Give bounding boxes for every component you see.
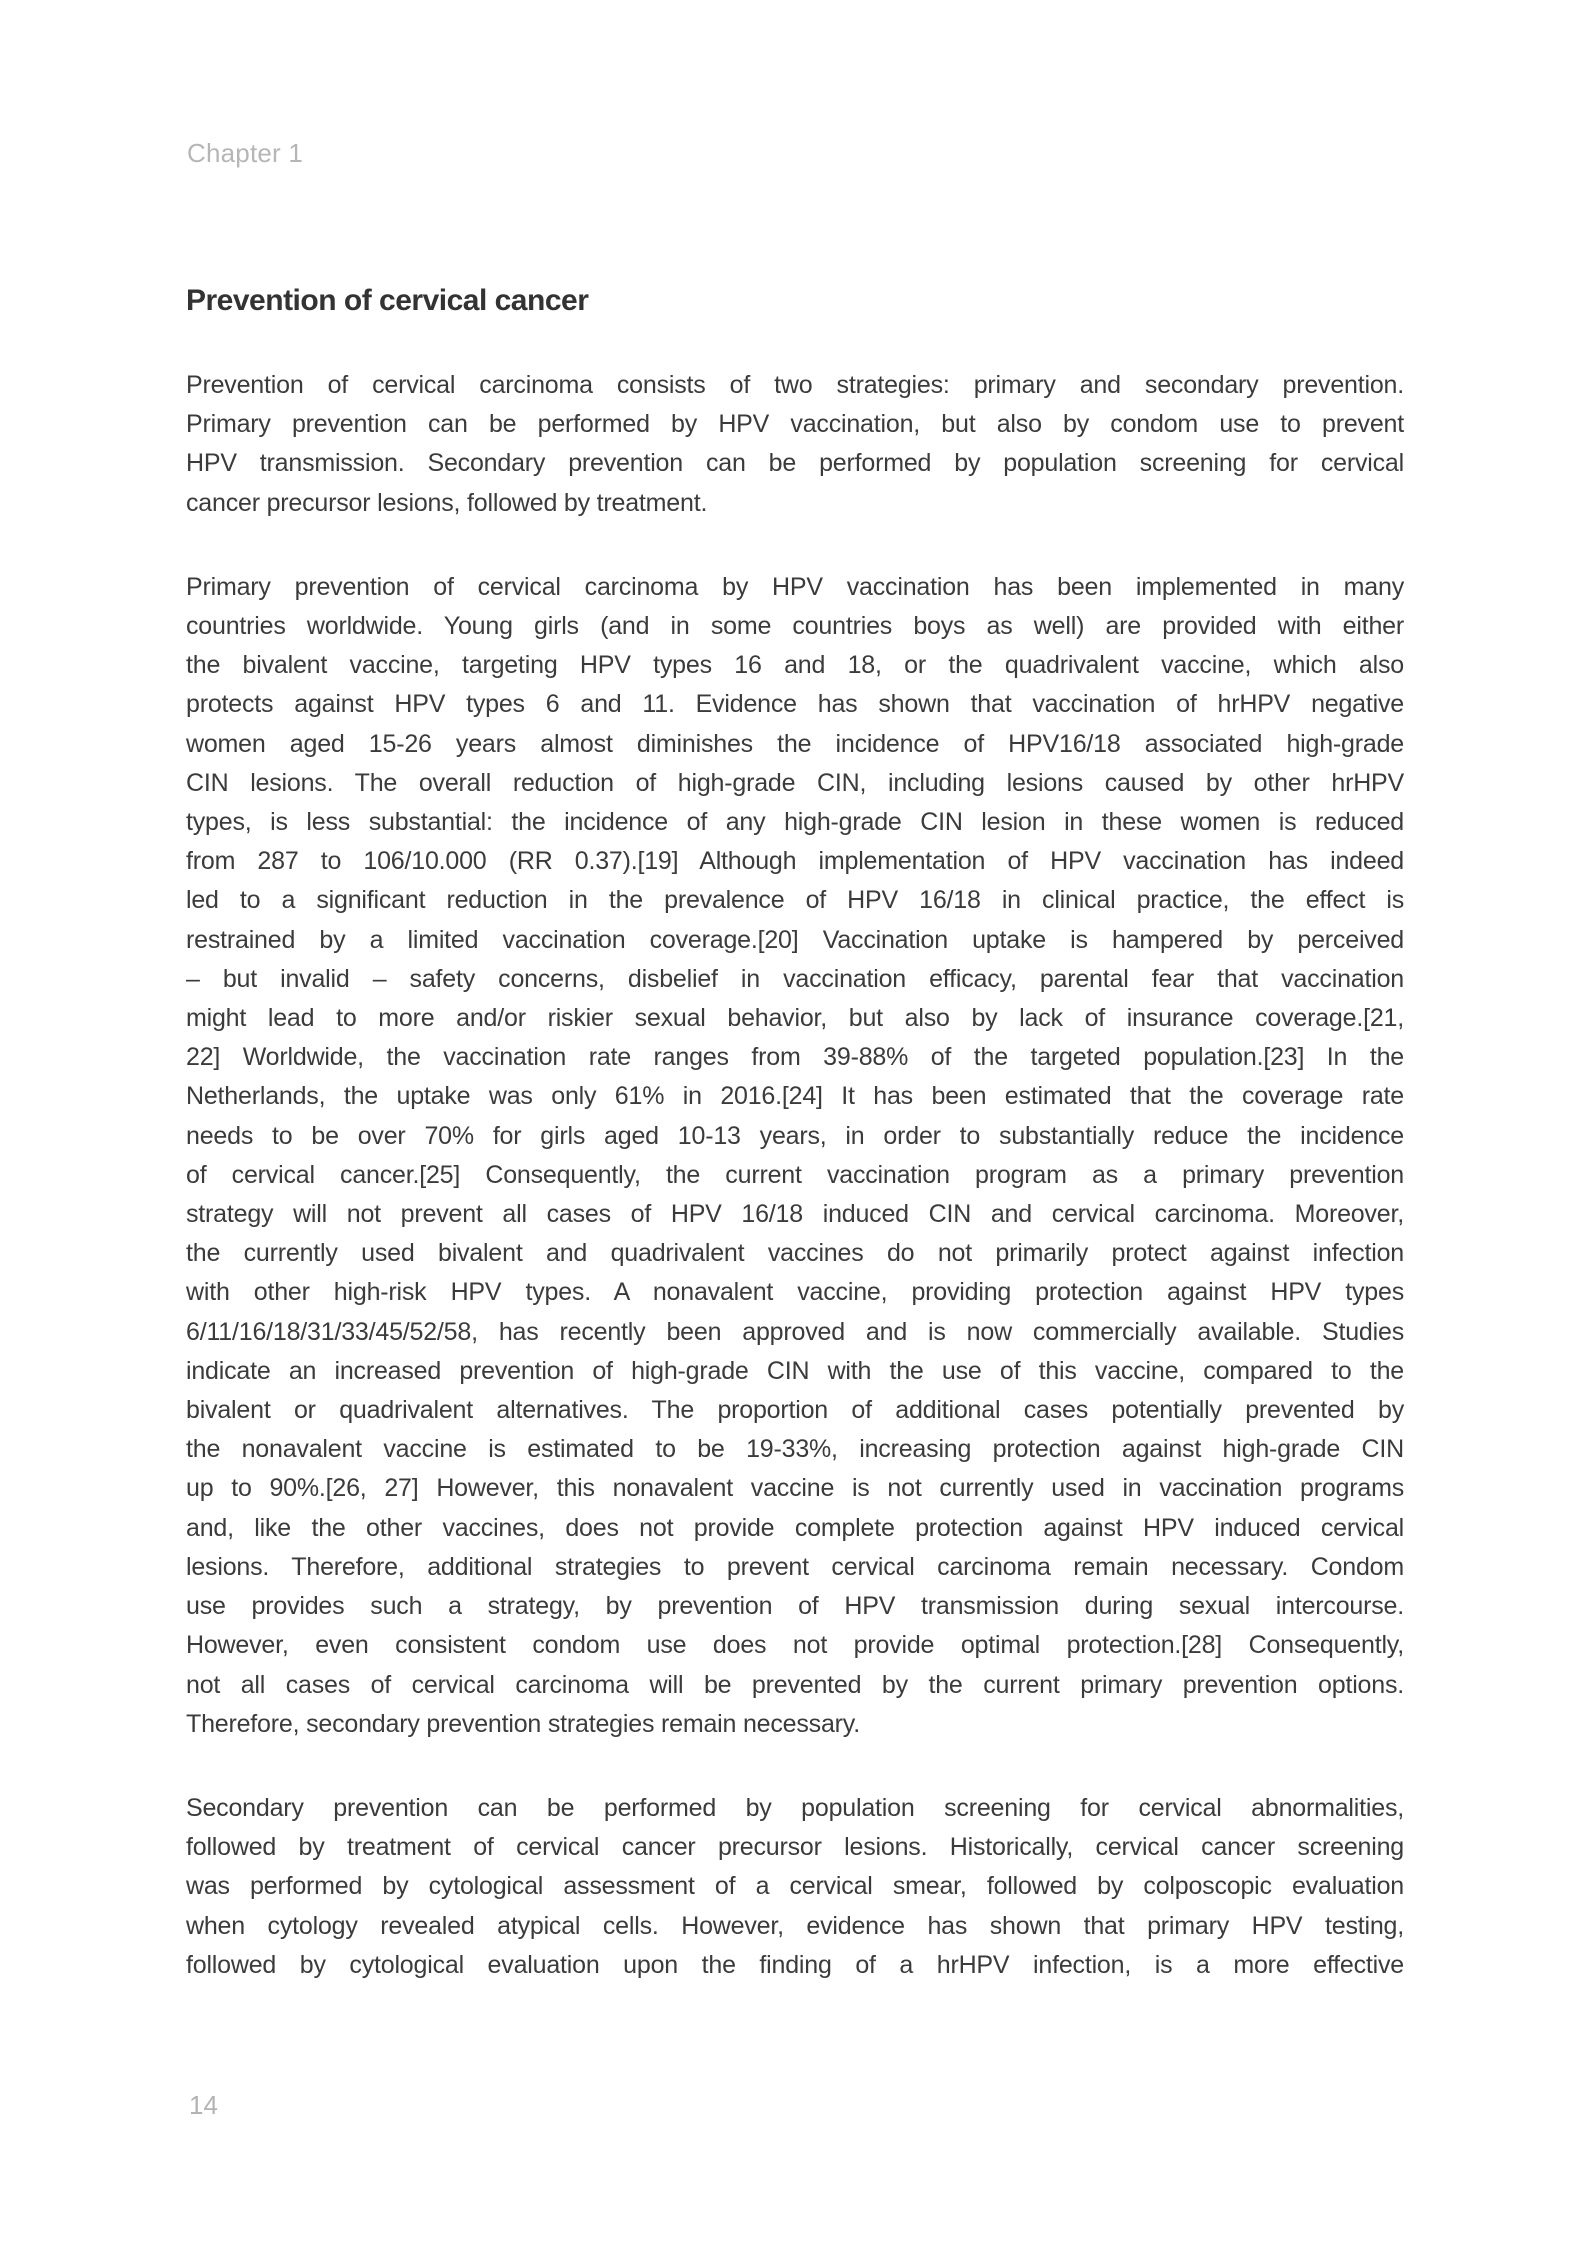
text-line: with other high-risk HPV types. A nonavalent vaccine, providing protection against HPV types [186, 1278, 1404, 1307]
text-line: HPV transmission. Secondary prevention can be performed by population screening for cervical [186, 449, 1404, 478]
text-line: the currently used bivalent and quadrivalent vaccines do not primarily protect against infection [186, 1239, 1404, 1268]
text-line: However, even consistent condom use does not provide optimal protection.[28] Consequently, [186, 1631, 1404, 1660]
text-line: types, is less substantial: the incidence of any high-grade CIN lesion in these women is reduced [186, 808, 1404, 837]
text-line: Prevention of cervical carcinoma consists of two strategies: primary and secondary prevention. [186, 371, 1404, 399]
text-line: of cervical cancer.[25] Consequently, the current vaccination program as a primary prevention [186, 1160, 1404, 1189]
text-line: followed by treatment of cervical cancer precursor lesions. Historically, cervical cancer screening [186, 1833, 1404, 1862]
text-line: Primary prevention of cervical carcinoma by HPV vaccination has been implemented in many [186, 572, 1404, 601]
text-line: Therefore, secondary prevention strategies remain necessary. [186, 1709, 860, 1738]
text-line: women aged 15-26 years almost diminishes the incidence of HPV16/18 associated high-grade [186, 729, 1404, 758]
body-paragraph [186, 568, 1404, 1744]
text-line: from 287 to 106/10.000 (RR 0.37).[19] Although implementation of HPV vaccination has indeed [186, 847, 1404, 876]
page-number: 14 [189, 2090, 218, 2120]
text-line: not all cases of cervical carcinoma will be prevented by the current primary prevention options. [186, 1670, 1404, 1699]
text-line: Netherlands, the uptake was only 61% in 2016.[24] It has been estimated that the coverage rate [186, 1082, 1404, 1111]
section-heading: Prevention of cervical cancer [186, 284, 589, 317]
text-line: cancer precursor lesions, followed by treatment. [186, 488, 708, 517]
text-line: the bivalent vaccine, targeting HPV types 16 and 18, or the quadrivalent vaccine, which also [186, 651, 1404, 680]
text-line: led to a significant reduction in the prevalence of HPV 16/18 in clinical practice, the effect is [186, 886, 1404, 915]
text-line: restrained by a limited vaccination coverage.[20] Vaccination uptake is hampered by perceived [186, 925, 1404, 954]
text-line: – but invalid – safety concerns, disbelief in vaccination efficacy, parental fear that vaccination [186, 964, 1404, 993]
body-paragraph [186, 366, 1404, 523]
text-line: followed by cytological evaluation upon the finding of a hrHPV infection, is a more effective [186, 1950, 1404, 1979]
body-text [186, 366, 1404, 2030]
text-line: needs to be over 70% for girls aged 10-13 years, in order to substantially reduce the incidence [186, 1121, 1404, 1150]
text-line: CIN lesions. The overall reduction of high-grade CIN, including lesions caused by other hrHPV [186, 768, 1404, 797]
text-line: strategy will not prevent all cases of HPV 16/18 induced CIN and cervical carcinoma. Moreover, [186, 1200, 1404, 1229]
chapter-label: Chapter 1 [187, 138, 303, 168]
text-line: might lead to more and/or riskier sexual behavior, but also by lack of insurance coverage.[21, [186, 1004, 1404, 1033]
text-line: when cytology revealed atypical cells. However, evidence has shown that primary HPV testing, [186, 1911, 1404, 1940]
text-line: and, like the other vaccines, does not provide complete protection against HPV induced cervical [186, 1513, 1404, 1542]
text-line: the nonavalent vaccine is estimated to be 19-33%, increasing protection against high-grade CIN [186, 1435, 1404, 1464]
text-line: use provides such a strategy, by prevention of HPV transmission during sexual intercourse. [186, 1592, 1404, 1621]
text-line: was performed by cytological assessment of a cervical smear, followed by colposcopic evaluation [186, 1872, 1404, 1901]
text-line: bivalent or quadrivalent alternatives. The proportion of additional cases potentially prevented by [186, 1396, 1404, 1425]
body-paragraph [186, 1789, 1404, 1985]
text-line: indicate an increased prevention of high-grade CIN with the use of this vaccine, compared to the [186, 1356, 1404, 1385]
text-line: protects against HPV types 6 and 11. Evidence has shown that vaccination of hrHPV negative [186, 690, 1404, 719]
text-line: 22] Worldwide, the vaccination rate ranges from 39-88% of the targeted population.[23] In the [186, 1043, 1404, 1072]
text-line: 6/11/16/18/31/33/45/52/58, has recently been approved and is now commercially available. Studies [186, 1317, 1404, 1346]
text-line: up to 90%.[26, 27] However, this nonavalent vaccine is not currently used in vaccination programs [186, 1474, 1404, 1503]
text-line: Secondary prevention can be performed by population screening for cervical abnormalities, [186, 1793, 1404, 1822]
text-line: Primary prevention can be performed by HPV vaccination, but also by condom use to prevent [186, 410, 1404, 439]
text-line: countries worldwide. Young girls (and in some countries boys as well) are provided with either [186, 612, 1404, 641]
text-line: lesions. Therefore, additional strategies to prevent cervical carcinoma remain necessary. Condom [186, 1552, 1404, 1581]
